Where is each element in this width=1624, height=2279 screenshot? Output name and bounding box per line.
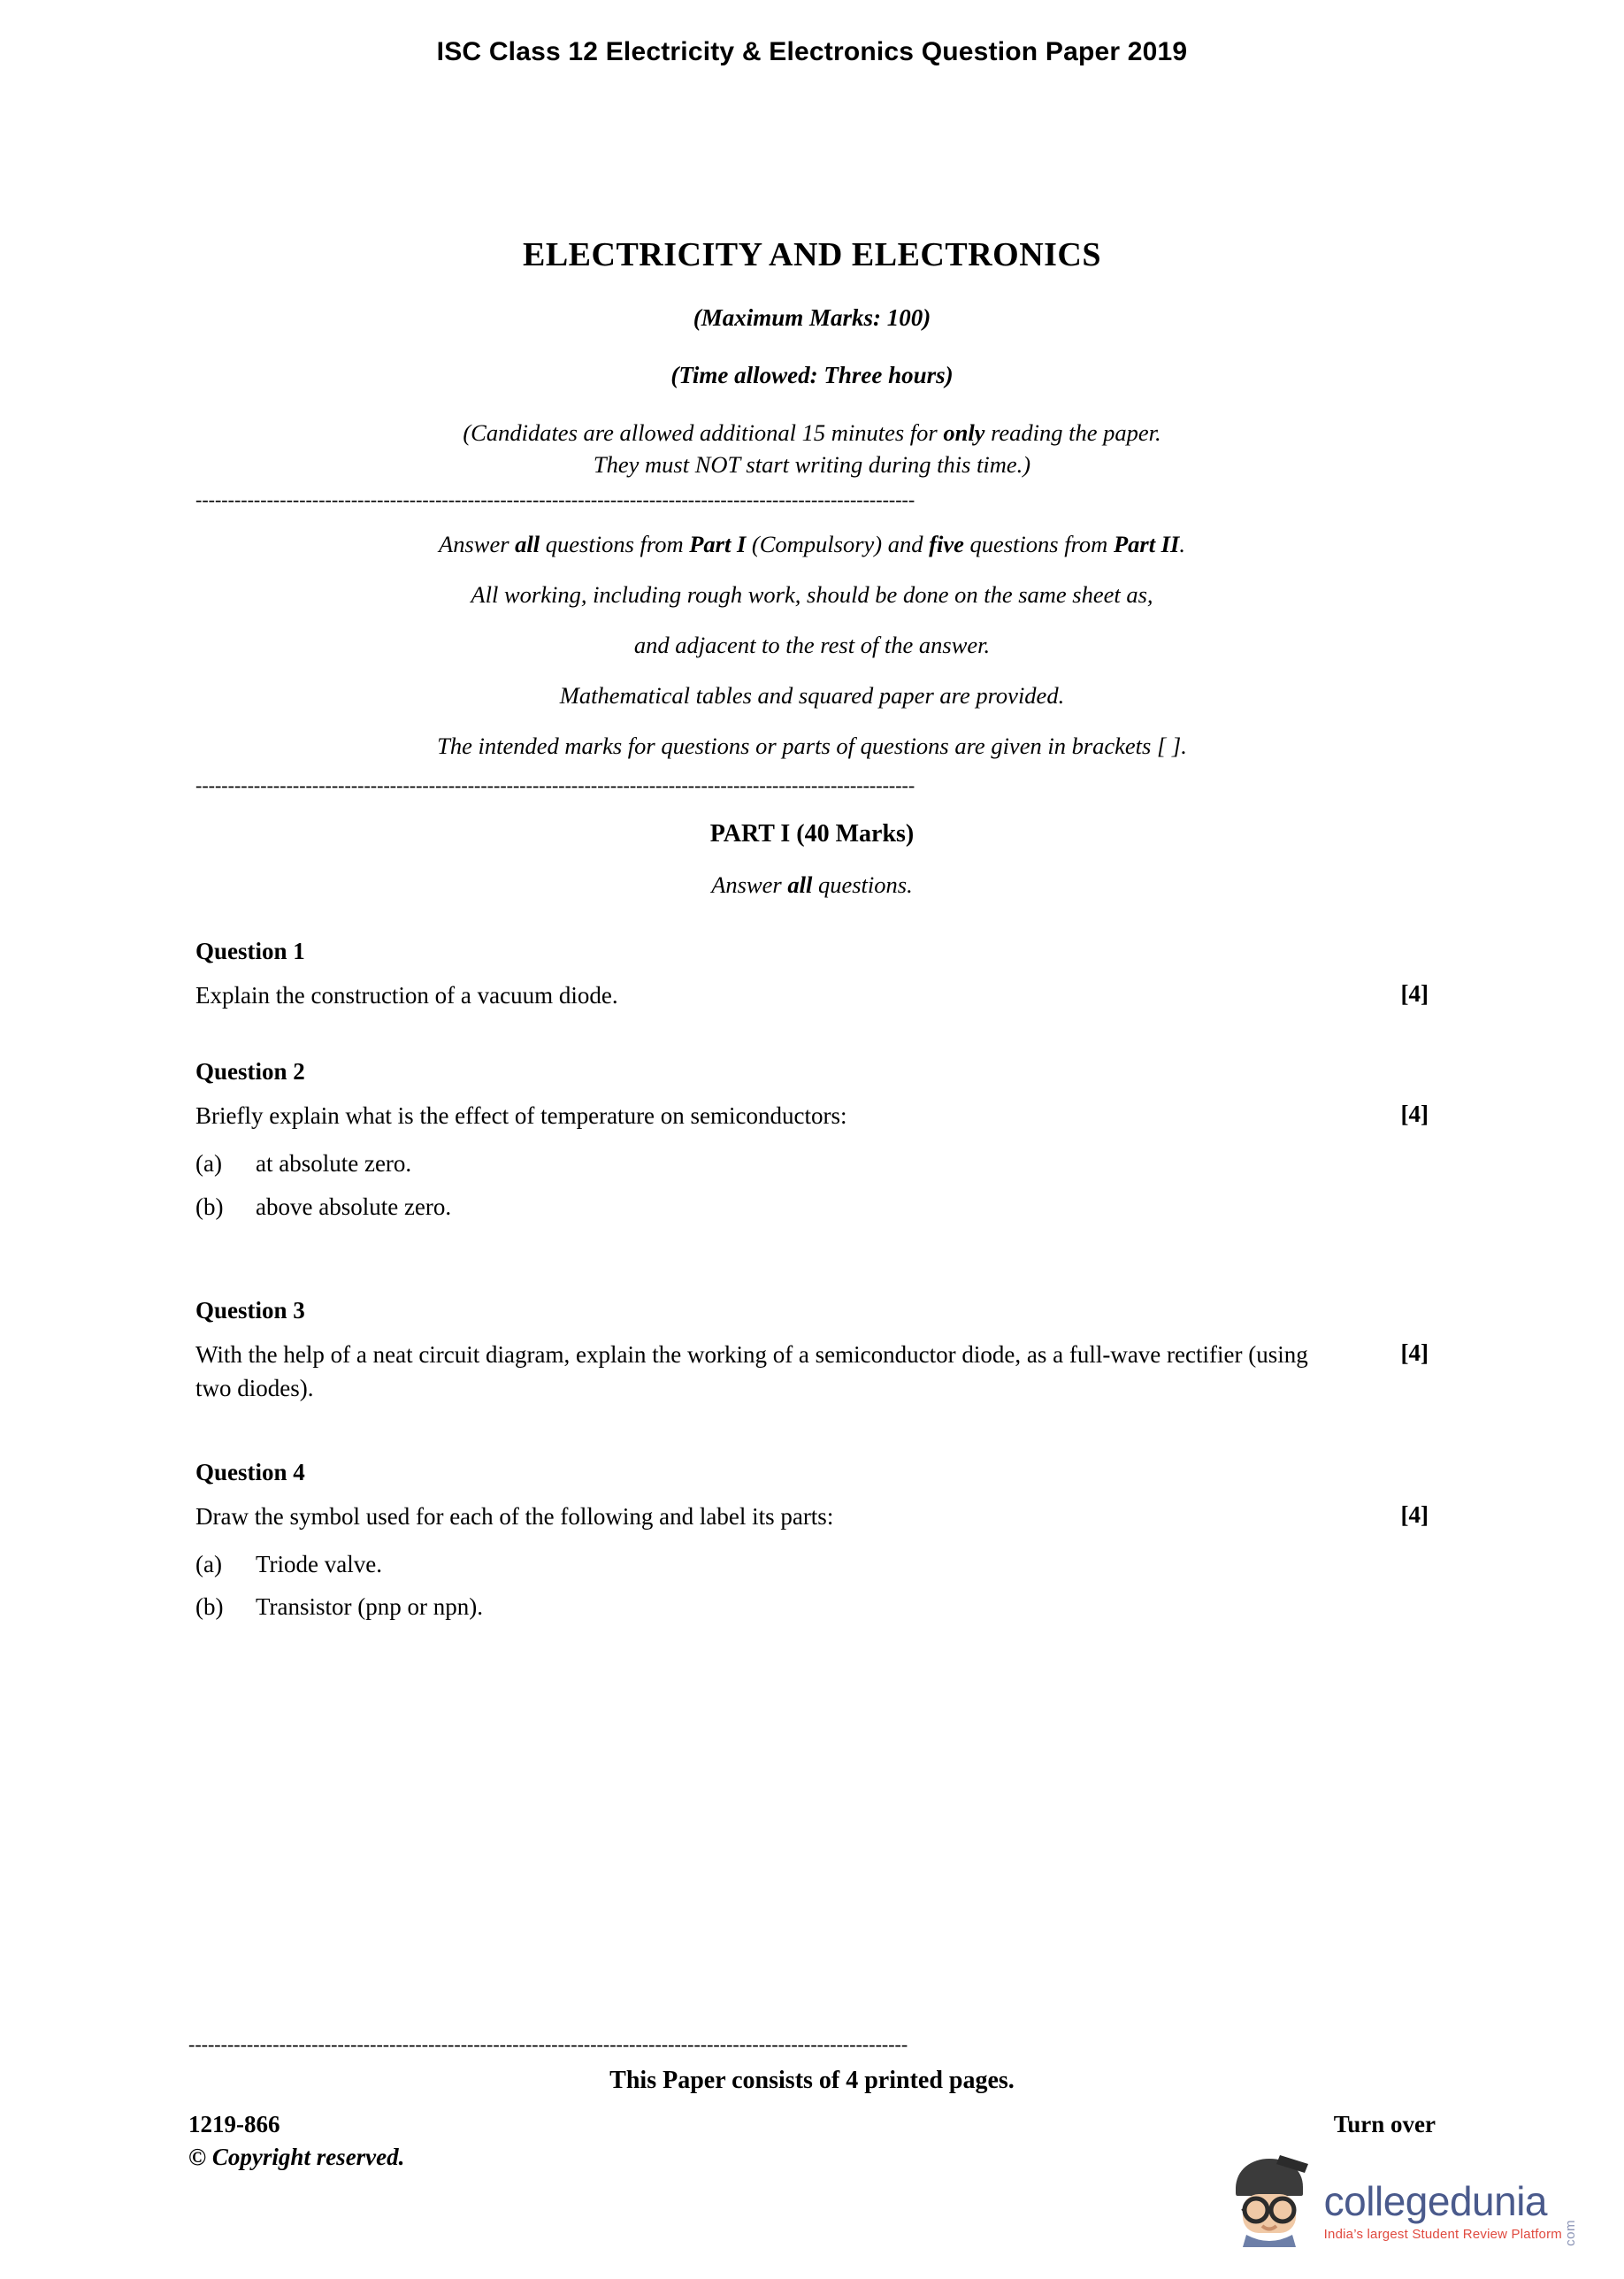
footer-pages-note: This Paper consists of 4 printed pages. <box>609 2067 1015 2094</box>
sub-item-text: at absolute zero. <box>256 1150 412 1178</box>
footer-row <box>188 2111 1436 2138</box>
instruction-2: All working, including rough work, should be done on the same sheet as, <box>471 580 1153 608</box>
time-allowed: (Time allowed: Three hours) <box>670 362 954 388</box>
page-header-title: ISC Class 12 Electricity & Electronics Question Paper 2019 <box>436 37 1188 66</box>
divider-top: --------------------------------------------------------------------------------------------------------------- <box>195 495 915 508</box>
question-marks: [4] <box>1400 1101 1429 1128</box>
question-label: Question 1 <box>195 937 305 964</box>
reading-note-line2: They must NOT start writing during this time.) <box>593 450 1031 478</box>
part-heading: PART I (40 Marks) <box>709 819 915 848</box>
question-label: Question 4 <box>195 1458 305 1485</box>
question-row <box>195 1500 1429 1534</box>
sub-item-key: (b) <box>195 1593 224 1621</box>
sub-item-key: (b) <box>195 1193 224 1220</box>
footer-copyright: © Copyright reserved. <box>188 2144 405 2170</box>
question-text: Explain the construction of a vacuum diode. <box>195 981 618 1009</box>
sub-item-text: above absolute zero. <box>256 1193 452 1220</box>
document-body <box>188 235 1436 2170</box>
list-item <box>195 1189 1429 1225</box>
reading-note-line1-post: reading the paper. <box>984 419 1161 446</box>
mascot-face-svg <box>1227 2150 1312 2247</box>
footer-paper-code: 1219-866 <box>188 2111 280 2137</box>
question-marks: [4] <box>1400 979 1429 1007</box>
divider-bottom: --------------------------------------------------------------------------------------------------------------- <box>195 780 915 794</box>
question-text: Draw the symbol used for each of the following and label its parts: <box>195 1502 834 1530</box>
instruction-5: The intended marks for questions or parts of questions are given in brackets [ ]. <box>437 732 1187 759</box>
mascot-icon <box>1227 2150 1312 2247</box>
paper-title: ELECTRICITY AND ELECTRONICS <box>522 236 1102 273</box>
question-block <box>195 938 1429 1013</box>
collegedunia-watermark <box>1227 2150 1578 2247</box>
maximum-marks: (Maximum Marks: 100) <box>693 304 931 331</box>
question-text: With the help of a neat circuit diagram, explain the working of a semiconductor diode, as a full-wave rectifier (using two diodes). <box>195 1341 1308 1401</box>
question-sub-list <box>195 1546 1429 1625</box>
question-row <box>195 1339 1429 1406</box>
watermark-brand-label: collegedunia <box>1323 2178 1547 2224</box>
watermark-text <box>1323 2178 1578 2247</box>
instruction-3: and adjacent to the rest of the answer. <box>633 631 991 658</box>
sub-item-key: (a) <box>195 1150 222 1178</box>
list-item <box>195 1546 1429 1583</box>
list-item <box>195 1589 1429 1625</box>
footer-divider: --------------------------------------------------------------------------------------------------------------- <box>188 2040 908 2054</box>
sub-item-text: Transistor (pnp or npn). <box>256 1593 484 1621</box>
question-label: Question 3 <box>195 1297 305 1324</box>
list-item <box>195 1146 1429 1182</box>
sub-item-text: Triode valve. <box>256 1550 382 1577</box>
reading-note-emphasis: only <box>943 419 985 446</box>
reading-note-line1-pre: (Candidates are allowed additional 15 minutes for <box>463 419 944 446</box>
watermark-tagline: India’s largest Student Review Platform <box>1323 2227 1562 2242</box>
instruction-1: Answer all questions from Part I (Compulsory) and five questions from Part II. <box>439 530 1185 557</box>
question-text: Briefly explain what is the effect of temperature on semiconductors: <box>195 1102 847 1130</box>
question-block <box>195 1058 1429 1224</box>
part-subheading: Answer all questions. <box>711 871 913 898</box>
reading-note <box>195 418 1429 481</box>
question-marks: [4] <box>1400 1339 1429 1367</box>
question-row <box>195 979 1429 1013</box>
question-row <box>195 1100 1429 1133</box>
footer-turn-over: Turn over <box>1333 2111 1436 2137</box>
question-marks: [4] <box>1400 1500 1429 1528</box>
question-label: Question 2 <box>195 1058 305 1086</box>
watermark-brand-suffix: com <box>1563 2220 1578 2246</box>
instruction-4: Mathematical tables and squared paper are provided. <box>559 681 1065 709</box>
question-block <box>195 1459 1429 1625</box>
sub-item-key: (a) <box>195 1550 222 1577</box>
question-sub-list <box>195 1146 1429 1224</box>
question-block <box>195 1297 1429 1406</box>
